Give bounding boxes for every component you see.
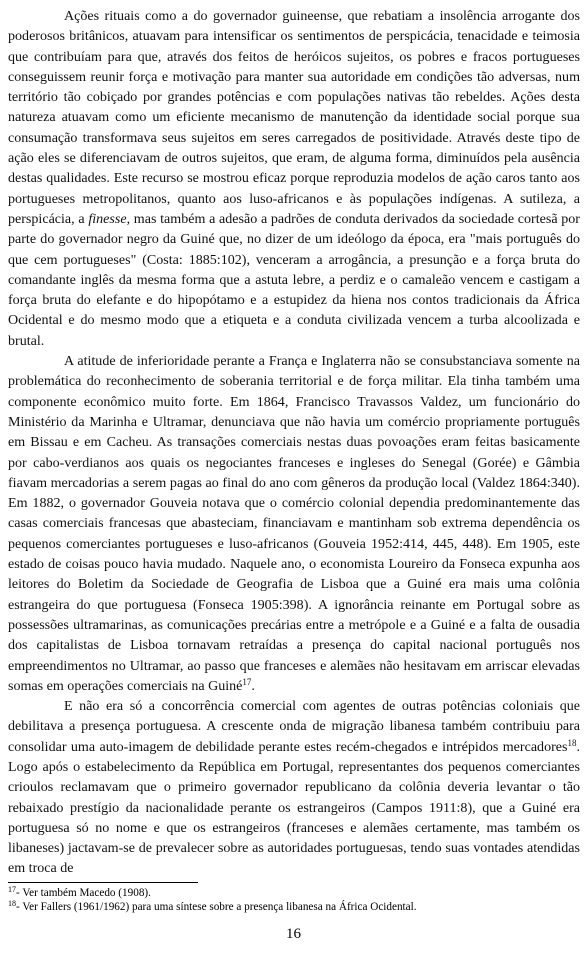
italic-term: finesse [88,210,127,227]
page-number: 16 [286,926,301,942]
paragraph [8,696,580,879]
text-run: . Logo após o estabelecimento da República em Portugal, representantes dos pequenos comerciantes crioulos reclamavam que o primeiro governador republicano da colônia deveria levantar o tão rebaixado prestígio da nacionalidade perante os estrangeiros (Campos 1911:8), que a Guiné era portuguesa só no nome e que os estrangeiros (franceses e alemães certamente, mas também os libaneses) jactavam-se de prevalecer sobre as autoridades portuguesas, tendo suas vontades atendidas em troca de [8,738,580,877]
footnote-18 [8,900,580,914]
text-run: , mas também a adesão a padrões de conduta derivados da sociedade cortesã por parte do governador negro da Guiné que, no dizer de um ideólogo da época, era "mais português do que cem portugueses" (Costa: 1885:102), venceram a arrogância, a presunção e a força bruta do comandante inglês da mesma forma que a astuta lebre, a perdiz e o camaleão vencem e castigam a força bruta do elefante e do hipopótamo e a estupidez da hiena nos contos tradicionais da África Ocidental e do mesmo modo que a etiqueta e a conduta civilizada vencem a turba alcoolizada e brutal. [8,210,580,349]
footnote-text: - Ver também Macedo (1908). [16,887,151,899]
footnote-text: - Ver Fallers (1961/1962) para uma síntese sobre a presença libanesa na África Ocidental. [16,901,417,913]
footnote-17 [8,886,580,900]
footnote-ref: 18 [567,737,577,748]
text-run: A atitude de inferioridade perante a França e Inglaterra não se consubstanciava somente na problemática do reconhecimento de soberania territorial e de força militar. Ela tinha também uma componente econômico muito forte. Em 1864, Francisco Travassos Valdez, um funcionário do Ministério da Marinha e Ultramar, denunciava que não havia um comércio propriamente português em Bissau e em Cacheu. As transações comerciais nestas duas povoações eram feitas basicamente por cabo-verdianos aos quais os negociantes franceses e ingleses do Senegal (Gorée) e Gâmbia fiavam mercadorias a serem pagas ao final do ano com gêneros da produção local (Valdez 1864:340). Em 1882, o governador Gouveia notava que o comércio colonial dependia predominantemente das casas comerciais francesas que abasteciam, financiavam e mantinham sob extrema dependência os pequenos comerciantes portugueses e luso-africanos (Gouveia 1952:414, 445, 448). Em 1905, este estado de coisas pouco havia mudado. Naquele ano, o economista Loureiro da Fonseca expunha aos leitores do Boletim da Sociedade de Geografia de Lisboa que a Guiné era mais uma colônia estrangeira do que portuguesa (Fonseca 1905:398). A ignorância reinante em Portugal sobre as possessões ultramarinas, as comunicações precárias entre a metrópole e a Guiné e a falta de ousadia dos capitalistas de Lisboa tornavam retraídas a presença do capital nacional português nos empreendimentos no Ultramar, ao passo que franceses e alemães não hesitavam em arriscar elevadas somas em operações comerciais na Guiné [8,353,580,694]
footnote-number: 18 [8,899,16,908]
footnote-number: 17 [8,885,16,894]
text-run: . [251,677,255,694]
paragraph [8,351,580,696]
text-run: E não era só a concorrência comercial com agentes de outras potências coloniais que debilitava a presença portuguesa. A crescente onda de migração libanesa também contribuiu para consolidar uma auto-imagem de debilidade perante estes recém-chegados e intrépidos mercadores [8,698,580,755]
text-run: Ações rituais como a do governador guineense, que rebatiam a insolência arrogante dos poderosos britânicos, atuavam para intensificar os sentimentos de perspicácia, tenacidade e teimosia que contribuíam para que, através dos feitos de heróicos sujeitos, os pobres e fracos portugueses conseguissem reunir força e motivação para manter sua autoridade em condições tão adversas, num território tão cobiçado por grandes potências e com populações nativas tão rebeldes. Ações desta natureza atuavam como um eficiente mecanismo de manutenção da identidade social porque sua consumação transformava seus sujeitos em seres carregados de positividade. Através deste tipo de ação eles se diferenciavam de outros sujeitos, que eram, de alguma forma, diminuídos pela ausência destas qualidades. Este recurso se mostrou eficaz porque reproduzia modelos de ação caros tanto aos portugueses metropolitanos, quanto aos luso-africanos e às populações indígenas. A sutileza, a perspicácia, a [8,8,580,227]
document-body [8,6,580,879]
footnotes [8,882,580,914]
footnote-divider [8,882,198,883]
footnote-ref: 17 [242,676,252,687]
paragraph [8,6,580,351]
